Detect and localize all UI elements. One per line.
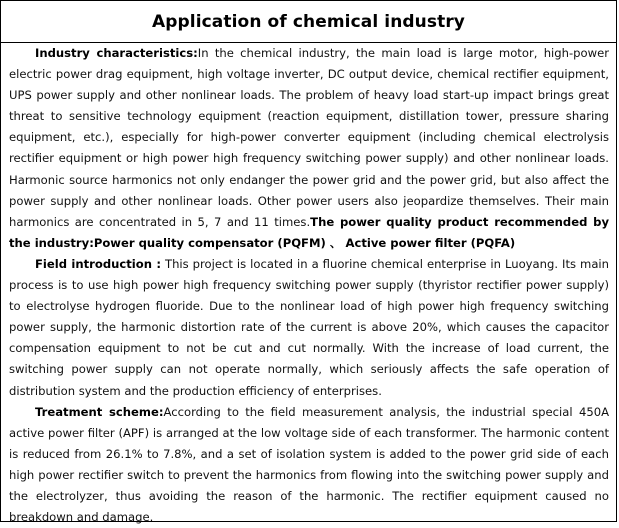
industry-paragraph [9,43,609,254]
industry-text: In the chemical industry, the main load is large motor, high-power electric power drag equipment, high voltage inverter, DC output device, chemical rectifier equipment, UPS power supply and other nonlinear loads. The problem of heavy load start-up impact brings great threat to sensitive technology equipment (reaction equipment, distillation tower, pressure sharing equipment, etc.), especially for high-power converter equipment (including chemical electrolysis rectifier equipment or high power high frequency switching power supply) and other nonlinear loads. Harmonic source harmonics not only endanger the power grid and the power grid, but also affect the power supply and other nonlinear loads. Other power users also jeopardize themselves. Their main harmonics are concentrated in 5, 7 and 11 times. [9,46,609,229]
field-paragraph [9,254,609,402]
treatment-heading: Treatment scheme: [35,404,164,419]
treatment-paragraph [9,402,609,528]
treatment-text: According to the field measurement analysis, the industrial special 450A active power filter (APF) is arranged at the low voltage side of each transformer. The harmonic content is reduced from 26.1% to 7.8%, and a set of isolation system is added to the power grid side of each high power rectifier switch to prevent the harmonics from flowing into the switching power supply and the electrolyzer, thus avoiding the reason of the harmonic. The rectifier equipment caused no breakdown and damage. [9,404,610,525]
industry-heading: Industry characteristics: [35,46,198,60]
industry-recommendation: The power quality product recommended by the industry:Power quality compensator (PQFM) 、 Active power filter (PQFA) [9,214,610,250]
page-title: Application of chemical industry [1,1,616,43]
document-body [1,43,616,528]
field-heading: Field introduction : [35,256,161,271]
field-text: This project is located in a fluorine chemical enterprise in Luoyang. Its main process is to use high power high frequency switching power supply (thyristor rectifier power supply) to electrolyse hydrogen fluoride. Due to the nonlinear load of high power high frequency switching power supply, the harmonic distortion rate of the current is above 20%, which causes the capacitor compensation equipment to not be cut and cut normally. With the increase of load current, the switching power supply can not operate normally, which seriously affects the safe operation of distribution system and the production efficiency of enterprises. [9,256,609,398]
